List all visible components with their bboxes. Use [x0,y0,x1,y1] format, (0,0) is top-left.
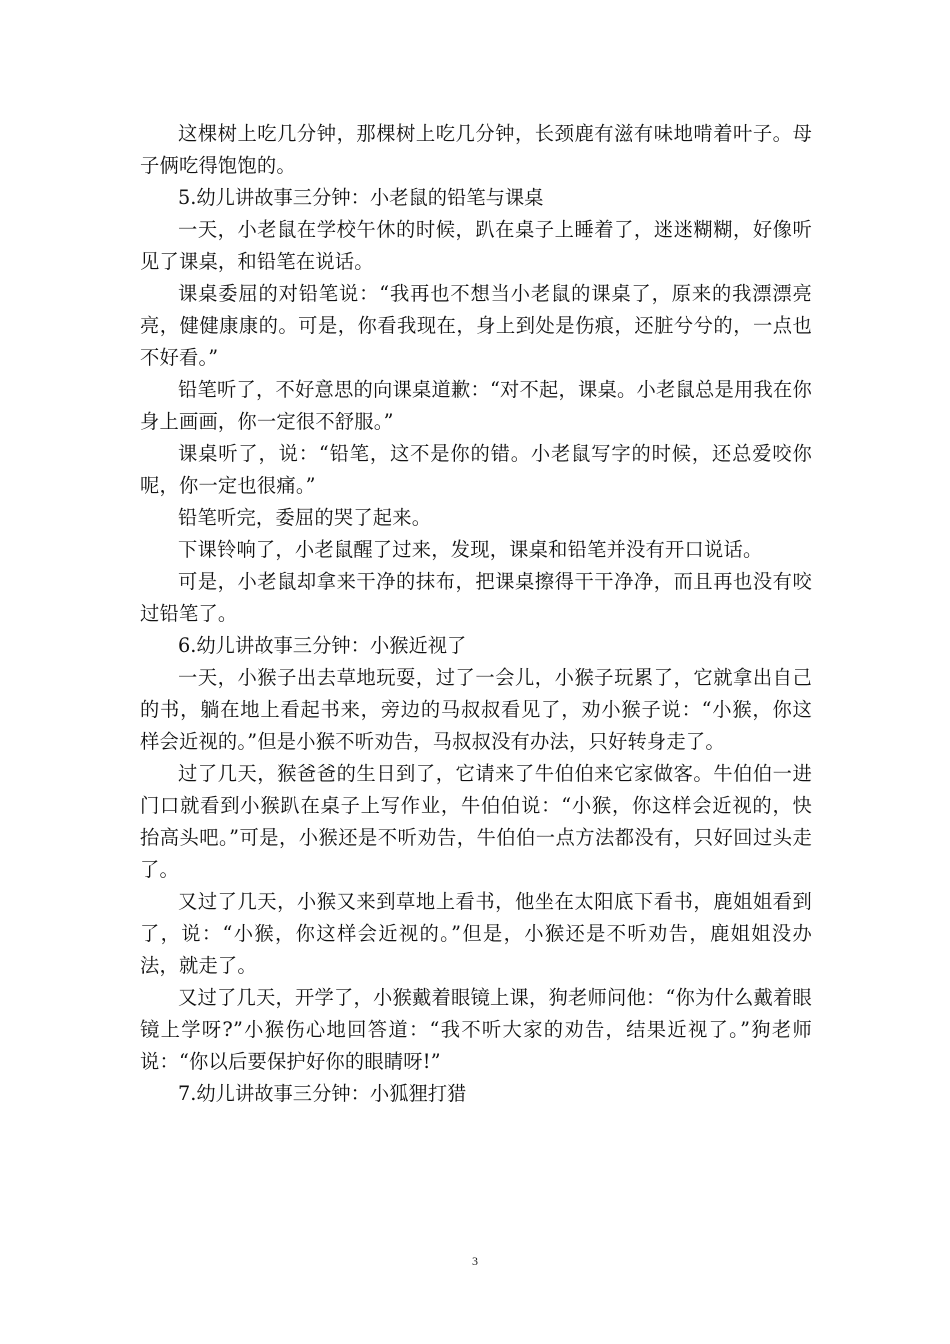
section-heading: 6.幼儿讲故事三分钟：小猴近视了 [178,634,467,657]
paragraph: 课桌听了，说：“铅笔，这不是你的错。小老鼠写字的时候，还总爱咬你呢，你一定也很痛。” [140,442,812,497]
paragraph: 这棵树上吃几分钟，那棵树上吃几分钟，长颈鹿有滋有味地啃着叶子。母子俩吃得饱饱的。 [140,122,812,177]
section-heading: 7.幼儿讲故事三分钟：小狐狸打猎 [178,1082,467,1105]
paragraph: 一天，小老鼠在学校午休的时候，趴在桌子上睡着了，迷迷糊糊，好像听见了课桌，和铅笔在说话。 [140,218,812,273]
paragraph: 课桌委屈的对铅笔说：“我再也不想当小老鼠的课桌了，原来的我漂漂亮亮，健健康康的。可是，你看我现在，身上到处是伤痕，还脏兮兮的，一点也不好看。” [140,282,812,369]
paragraph: 过了几天，猴爸爸的生日到了，它请来了牛伯伯来它家做客。牛伯伯一进门口就看到小猴趴在桌子上写作业，牛伯伯说：“小猴，你这样会近视的，快抬高头吧。”可是，小猴还是不听劝告，牛伯伯一点方法都没有，只好回过头走了。 [140,762,812,881]
paragraph: 又过了几天，小猴又来到草地上看书，他坐在太阳底下看书，鹿姐姐看到了，说：“小猴，你这样会近视的。”但是，小猴还是不听劝告，鹿姐姐没办法，就走了。 [140,890,812,977]
paragraph: 铅笔听了，不好意思的向课桌道歉：“对不起，课桌。小老鼠总是用我在你身上画画，你一定很不舒服。” [140,378,812,433]
paragraph: 下课铃响了，小老鼠醒了过来，发现，课桌和铅笔并没有开口说话。 [178,538,763,561]
page-number: 3 [472,1254,478,1268]
paragraph: 铅笔听完，委屈的哭了起来。 [178,506,432,529]
section-heading: 5.幼儿讲故事三分钟：小老鼠的铅笔与课桌 [178,186,544,209]
paragraph: 可是，小老鼠却拿来干净的抹布，把课桌擦得干干净净，而且再也没有咬过铅笔了。 [140,570,812,625]
document-body [140,118,812,1110]
paragraph: 一天，小猴子出去草地玩耍，过了一会儿，小猴子玩累了，它就拿出自己的书，躺在地上看起书来，旁边的马叔叔看见了，劝小猴子说：“小猴，你这样会近视的。”但是小猴不听劝告，马叔叔没有办法，只好转身走了。 [140,666,812,753]
paragraph: 又过了几天，开学了，小猴戴着眼镜上课，狗老师问他：“你为什么戴着眼镜上学呀?”小猴伤心地回答道：“我不听大家的劝告，结果近视了。”狗老师说：“你以后要保护好你的眼睛呀!” [140,986,812,1073]
